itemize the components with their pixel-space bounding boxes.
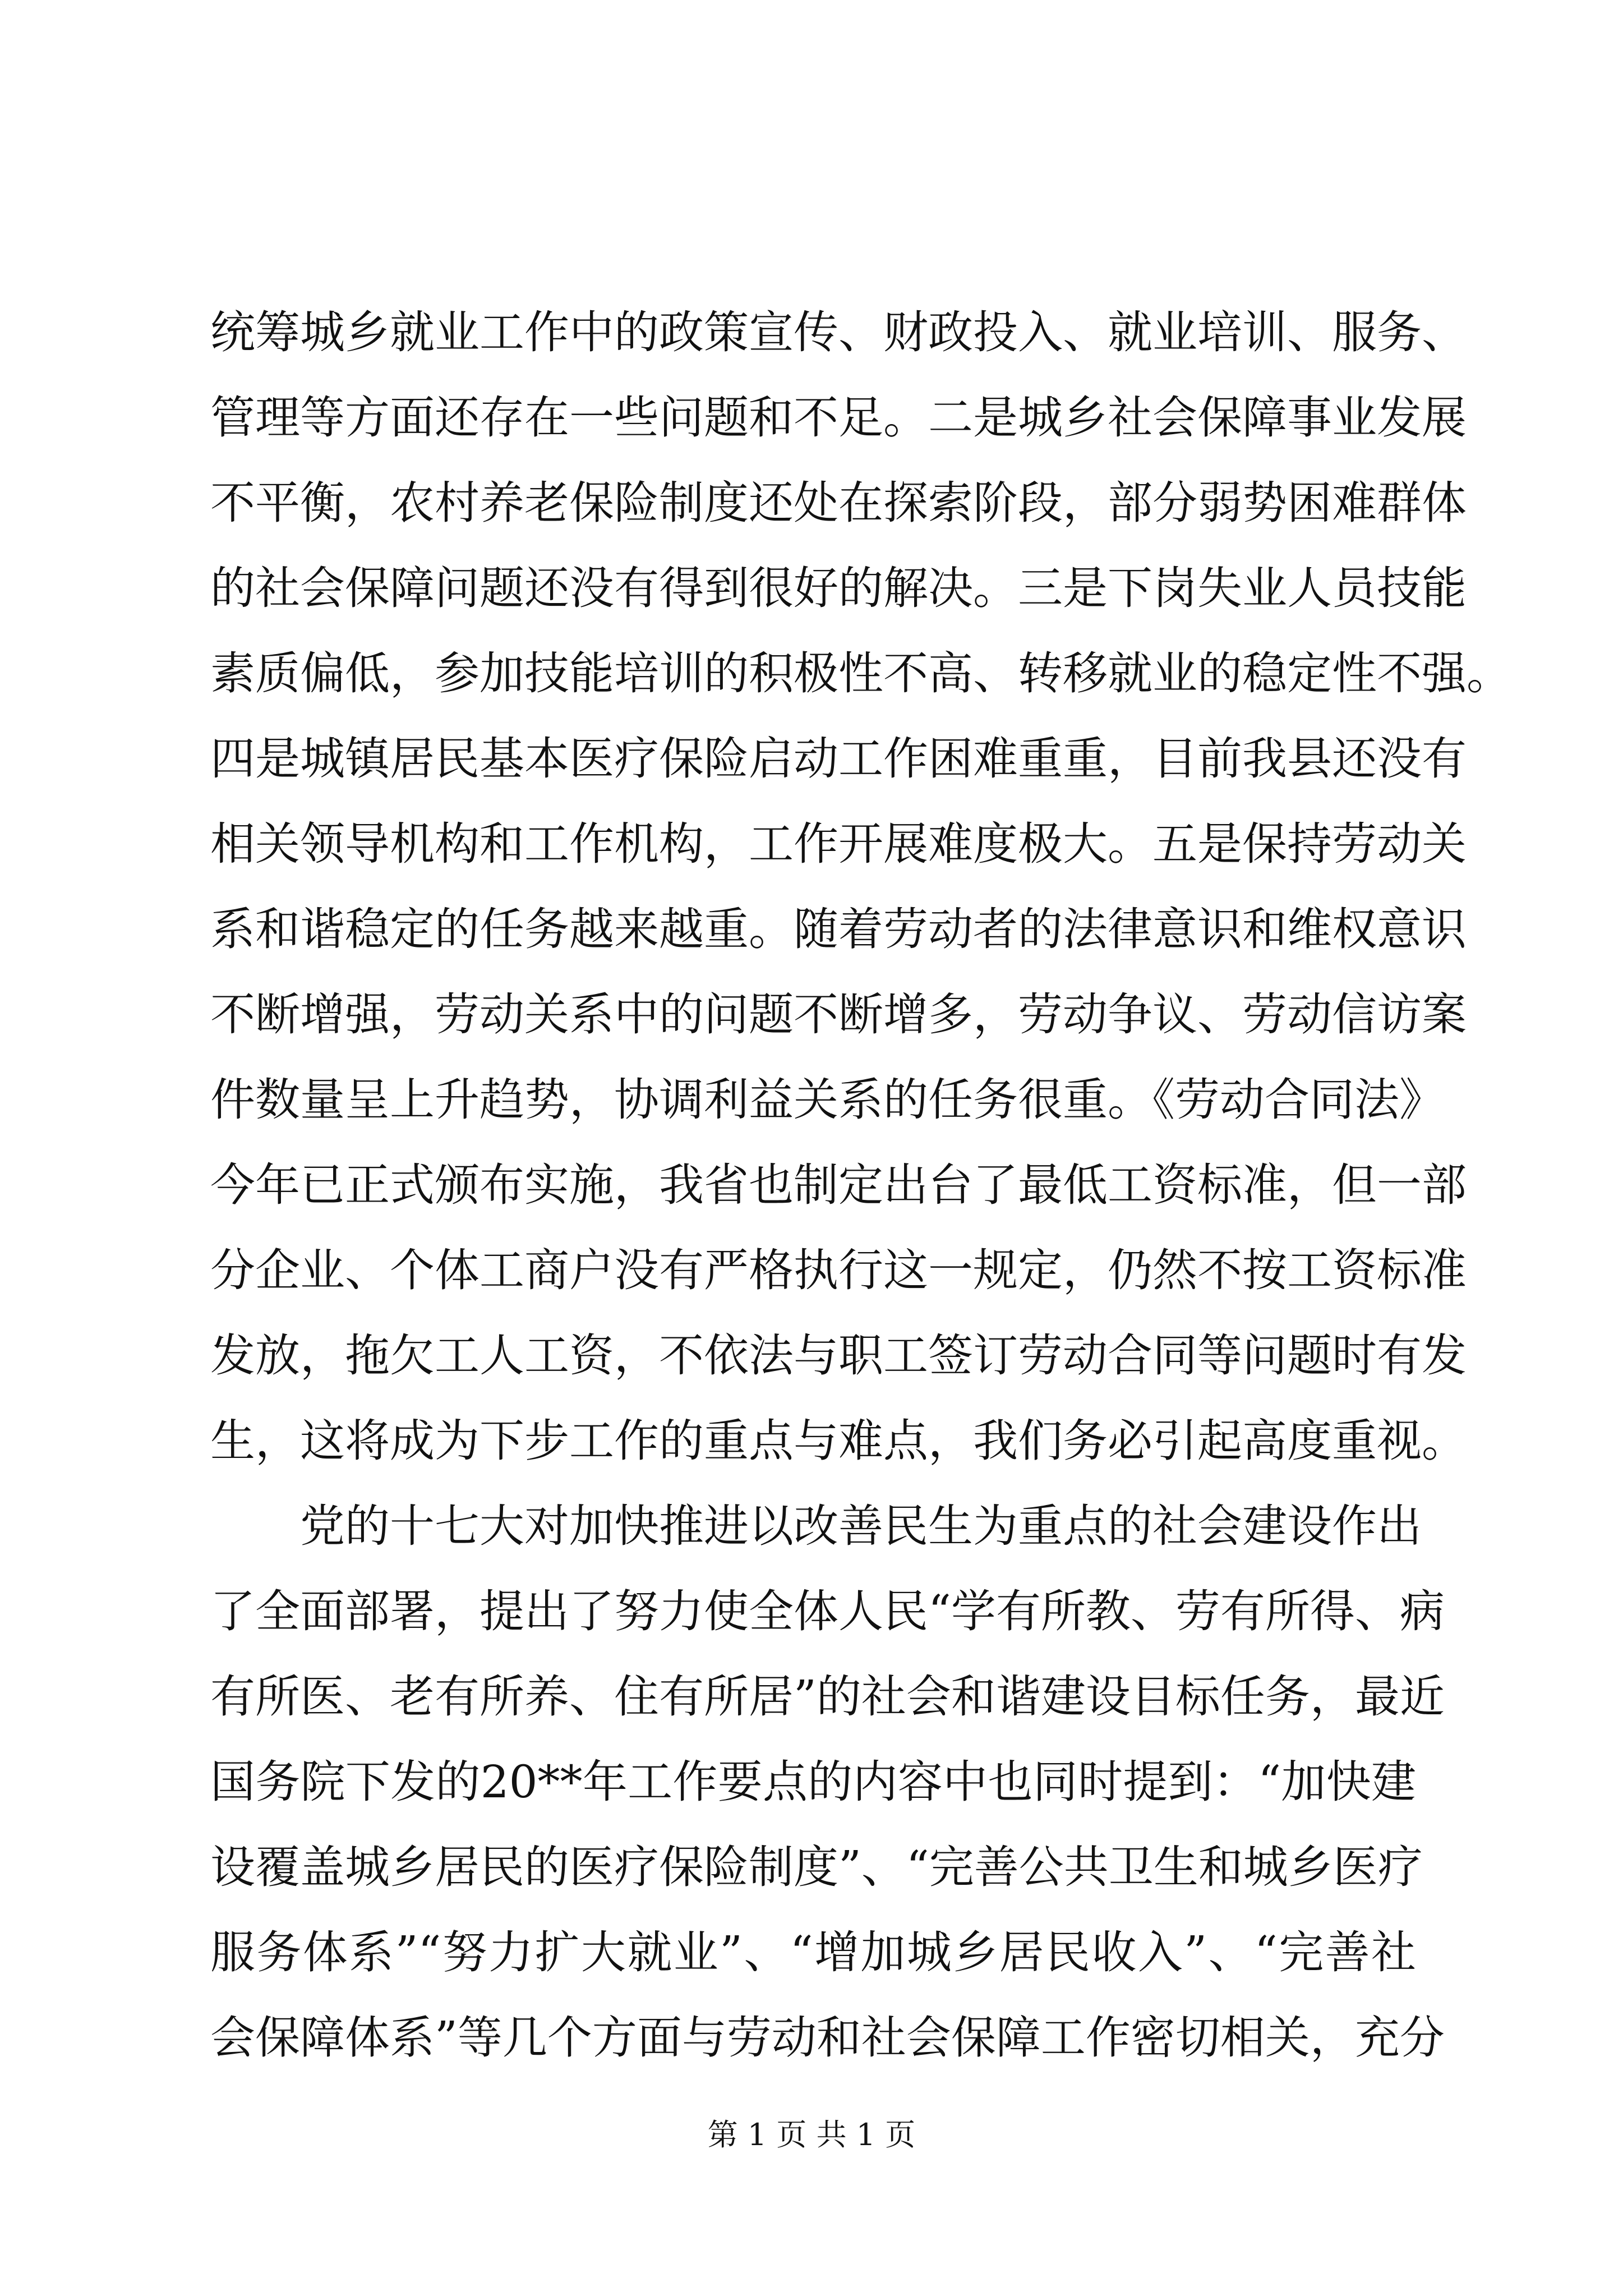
text-line: 今年已正式颁布实施，我省也制定出台了最低工资标准，但一部 (210, 1159, 1467, 1211)
text-line: 不平衡，农村养老保险制度还处在探索阶段，部分弱势困难群体 (210, 477, 1467, 529)
text-line: 素质偏低，参加技能培训的积极性不高、转移就业的稳定性不强。 (210, 647, 1511, 700)
text-line: 管理等方面还存在一些问题和不足。二是城乡社会保障事业发展 (210, 392, 1467, 444)
text-line: 生，这将成为下步工作的重点与难点，我们务必引起高度重视。 (210, 1415, 1467, 1467)
text-line: 服务体系”“努力扩大就业”、“增加城乡居民收入”、“完善社 (210, 1926, 1416, 1978)
text-line: 发放，拖欠工人工资，不依法与职工签订劳动合同等问题时有发 (210, 1329, 1467, 1382)
text-line: 件数量呈上升趋势，协调利益关系的任务很重。《劳动合同法》 (210, 1074, 1444, 1126)
text-line: 相关领导机构和工作机构，工作开展难度极大。五是保持劳动关 (210, 818, 1467, 870)
text-line: 系和谐稳定的任务越来越重。随着劳动者的法律意识和维权意识 (210, 903, 1467, 955)
text-line: 会保障体系”等几个方面与劳动和社会保障工作密切相关，充分 (210, 2012, 1445, 2064)
paragraph-first-line: 党的十七大对加快推进以改善民生为重点的社会建设作出 (300, 1500, 1422, 1552)
text-line: 四是城镇居民基本医疗保险启动工作困难重重，目前我县还没有 (210, 733, 1467, 785)
text-line: 分企业、个体工商户没有严格执行这一规定，仍然不按工资标准 (210, 1244, 1467, 1296)
page-footer: 第 1 页 共 1 页 (707, 2117, 916, 2152)
text-line: 统筹城乡就业工作中的政策宣传、财政投入、就业培训、服务、 (210, 306, 1467, 358)
text-line: 了全面部署，提出了努力使全体人民“学有所教、劳有所得、病 (210, 1585, 1445, 1637)
text-line: 有所医、老有所养、住有所居”的社会和谐建设目标任务，最近 (210, 1671, 1445, 1723)
text-line: 国务院下发的20**年工作要点的内容中也同时提到：“加快建 (210, 1756, 1416, 1808)
text-line: 的社会保障问题还没有得到很好的解决。三是下岗失业人员技能 (210, 562, 1467, 614)
text-line: 设覆盖城乡居民的医疗保险制度”、“完善公共卫生和城乡医疗 (210, 1841, 1423, 1893)
text-line: 不断增强，劳动关系中的问题不断增多，劳动争议、劳动信访案 (210, 988, 1467, 1041)
